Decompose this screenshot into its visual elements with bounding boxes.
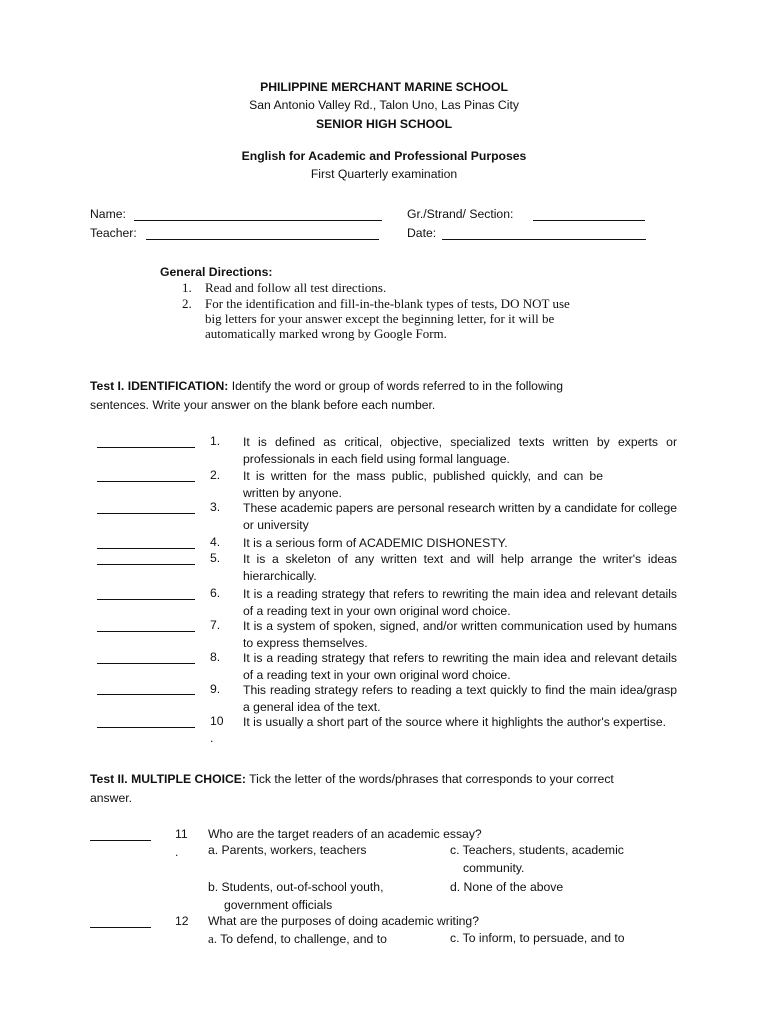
- direction-number: 1.: [182, 280, 192, 295]
- choice-b-line2: government officials: [224, 898, 333, 912]
- item-number: 4.: [210, 535, 221, 549]
- item-text: It is a reading strategy that refers to rewriting the main idea and relevant details of a reading text in your own original word choice.: [243, 651, 677, 682]
- item-number: 1.: [210, 434, 221, 448]
- item-number: 8.: [210, 650, 221, 664]
- choice-a-text[interactable]: To defend, to challenge, and to: [217, 932, 387, 946]
- choice-c-line2: community.: [463, 861, 525, 875]
- exam-title: First Quarterly examination: [310, 167, 458, 181]
- direction-text: automatically marked wrong by Google Form.: [205, 326, 447, 341]
- subject-title: English for Academic and Professional Purposes: [241, 149, 527, 163]
- test2-instruction: [90, 772, 614, 786]
- answer-blank[interactable]: [97, 599, 195, 600]
- choice-a-letter[interactable]: a.: [208, 931, 218, 946]
- answer-blank[interactable]: [90, 927, 151, 928]
- answer-blank[interactable]: [97, 447, 195, 448]
- question-text: What are the purposes of doing academic writing?: [208, 914, 479, 928]
- name-label: Name:: [90, 207, 126, 221]
- school-address: San Antonio Valley Rd., Talon Uno, Las Pinas City: [249, 98, 519, 112]
- test2-instruction-text: Tick the letter of the words/phrases that corresponds to your correct: [245, 772, 614, 786]
- directions-title: General Directions:: [160, 265, 273, 279]
- direction-number: 2.: [182, 296, 192, 311]
- direction-text: big letters for your answer except the beginning letter, for it will be: [205, 311, 555, 326]
- item-text: It is a skeleton of any written text and will help arrange the writer's ideas hierarchically.: [243, 552, 677, 583]
- question-number: 12: [175, 914, 189, 928]
- choice-c[interactable]: c. To inform, to persuade, and to: [450, 931, 625, 945]
- answer-blank[interactable]: [97, 481, 195, 482]
- answer-blank[interactable]: [97, 663, 195, 664]
- answer-blank[interactable]: [97, 548, 195, 549]
- answer-blank[interactable]: [90, 840, 151, 841]
- item-text: It is defined as critical, objective, specialized texts written by experts or professionals in each field using formal language.: [243, 435, 677, 466]
- test1-title: Test I. IDENTIFICATION:: [90, 379, 229, 393]
- test1-instruction: [90, 379, 563, 393]
- test2-title: Test II. MULTIPLE CHOICE:: [90, 772, 246, 786]
- item-text: These academic papers are personal research written by a candidate for college or university: [243, 501, 677, 532]
- choice-a: [208, 931, 387, 947]
- answer-blank[interactable]: [97, 513, 195, 514]
- item-number: 10: [210, 714, 224, 728]
- question-text: Who are the target readers of an academic essay?: [208, 827, 482, 841]
- teacher-field[interactable]: [146, 239, 379, 240]
- grade-label: Gr./Strand/ Section:: [407, 207, 514, 221]
- choice-b[interactable]: b. Students, out-of-school youth,: [208, 880, 384, 894]
- item-number: 6.: [210, 586, 221, 600]
- choice-d[interactable]: d. None of the above: [450, 880, 564, 894]
- item-text: It is written for the mass public, published quickly, and can be written by anyone.: [243, 469, 603, 500]
- answer-blank[interactable]: [97, 727, 195, 728]
- item-number: 3.: [210, 500, 221, 514]
- choice-c[interactable]: c. Teachers, students, academic: [450, 843, 624, 857]
- answer-blank[interactable]: [97, 694, 195, 695]
- school-name: PHILIPPINE MERCHANT MARINE SCHOOL: [260, 80, 508, 94]
- item-text: This reading strategy refers to reading a text quickly to find the main idea/grasp a general idea of the text.: [243, 683, 677, 714]
- question-number: 11: [175, 827, 188, 841]
- date-field[interactable]: [442, 239, 646, 240]
- name-field[interactable]: [134, 220, 382, 221]
- date-label: Date:: [407, 226, 437, 240]
- item-number-dot: .: [210, 731, 214, 745]
- item-number: 9.: [210, 682, 221, 696]
- item-text: It is a system of spoken, signed, and/or written communication used by humans to express themselves.: [243, 619, 677, 650]
- direction-text: For the identification and fill-in-the-blank types of tests, DO NOT use: [205, 296, 570, 311]
- test1-instruction-text: Identify the word or group of words referred to in the following: [228, 379, 564, 393]
- answer-blank[interactable]: [97, 631, 195, 632]
- school-level: SENIOR HIGH SCHOOL: [315, 117, 453, 131]
- item-number: 7.: [210, 618, 221, 632]
- item-text: It is usually a short part of the source where it highlights the author's expertise.: [243, 715, 667, 729]
- answer-blank[interactable]: [97, 564, 195, 565]
- choice-a[interactable]: a. Parents, workers, teachers: [208, 843, 367, 857]
- item-number: 2.: [210, 468, 221, 482]
- grade-field[interactable]: [533, 220, 645, 221]
- item-number: 5.: [210, 551, 221, 565]
- test2-instruction-line2: answer.: [90, 791, 133, 805]
- direction-text: Read and follow all test directions.: [205, 280, 387, 295]
- question-number-dot: .: [175, 845, 179, 859]
- item-text: It is a reading strategy that refers to rewriting the main idea and relevant details of a reading text in your own original word choice.: [243, 587, 677, 618]
- item-text: It is a serious form of ACADEMIC DISHONESTY.: [243, 536, 508, 550]
- teacher-label: Teacher:: [90, 226, 137, 240]
- test1-instruction-line2: sentences. Write your answer on the blank before each number.: [90, 398, 436, 412]
